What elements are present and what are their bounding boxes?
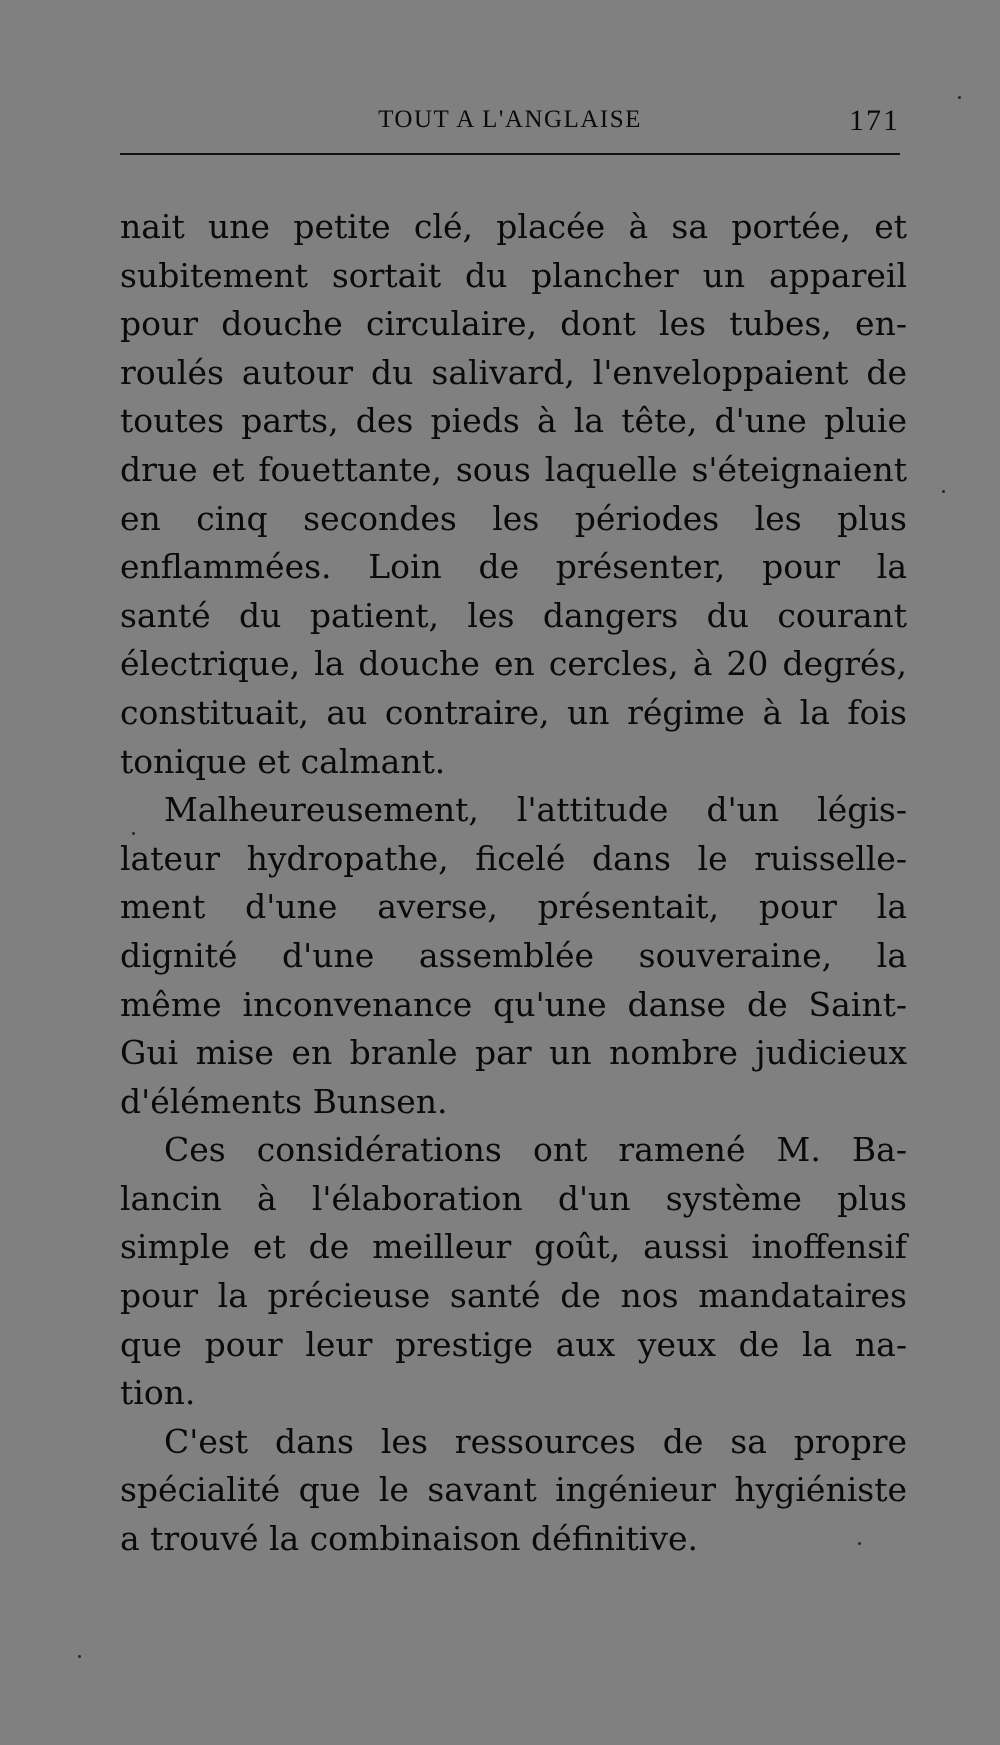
running-head-title: TOUT A L'ANGLAISE (378, 106, 642, 133)
text-line: dignité d'une assemblée souveraine, la (120, 935, 907, 975)
text-line: que pour leur prestige aux yeux de la na- (120, 1324, 907, 1364)
text-line: lateur hydropathe, ficelé dans le ruisselle- (120, 838, 907, 878)
scan-speck (942, 490, 945, 493)
body-text (120, 203, 907, 1564)
text-line: électrique, la douche en cercles, à 20 degrés, (120, 644, 907, 684)
text-line: simple et de meilleur goût, aussi inoffensif (120, 1227, 907, 1267)
text-line: tonique et calmant. (120, 741, 446, 781)
text-line: Gui mise en branle par un nombre judicieux (120, 1033, 907, 1073)
paragraph-1 (120, 203, 907, 786)
text-line: spécialité que le savant ingénieur hygiéniste (120, 1470, 907, 1510)
text-line: en cinq secondes les périodes les plus (120, 498, 907, 538)
text-line: Malheureusement, l'attitude d'un légis- (164, 790, 907, 830)
header-rule (120, 153, 900, 155)
text-line: roulés autour du salivard, l'enveloppaient de (120, 352, 907, 392)
text-line: enflammées. Loin de présenter, pour la (120, 547, 907, 587)
scan-speck (958, 96, 961, 99)
text-line: lancin à l'élaboration d'un système plus (120, 1178, 907, 1218)
paragraph-2 (120, 786, 907, 1126)
text-line: même inconvenance qu'une danse de Saint- (120, 984, 907, 1024)
text-line: pour douche circulaire, dont les tubes, en- (120, 304, 907, 344)
text-line: a trouvé la combinaison définitive. (120, 1519, 698, 1559)
text-line: constituait, au contraire, un régime à la fois (120, 692, 907, 732)
text-line: Ces considérations ont ramené M. Ba- (164, 1130, 907, 1170)
scan-speck (858, 1542, 861, 1545)
text-line: pour la précieuse santé de nos mandataires (120, 1276, 907, 1316)
text-line: nait une petite clé, placée à sa portée, et (120, 207, 907, 246)
text-line: ment d'une averse, présentait, pour la (120, 887, 907, 927)
text-line: C'est dans les ressources de sa propre (164, 1421, 907, 1461)
text-line: drue et fouettante, sous laquelle s'éteignaient (120, 449, 907, 489)
running-head (120, 106, 900, 146)
paragraph-3 (120, 1126, 907, 1418)
text-line: tion. (120, 1373, 196, 1413)
text-line: santé du patient, les dangers du courant (120, 595, 907, 635)
text-line: subitement sortait du plancher un appareil (120, 255, 907, 295)
text-line: d'éléments Bunsen. (120, 1081, 448, 1121)
scan-speck (78, 1655, 81, 1658)
page-number: 171 (849, 104, 900, 137)
text-line: toutes parts, des pieds à la tête, d'une pluie (120, 401, 907, 441)
scan-speck (132, 832, 135, 835)
paragraph-4 (120, 1418, 907, 1564)
